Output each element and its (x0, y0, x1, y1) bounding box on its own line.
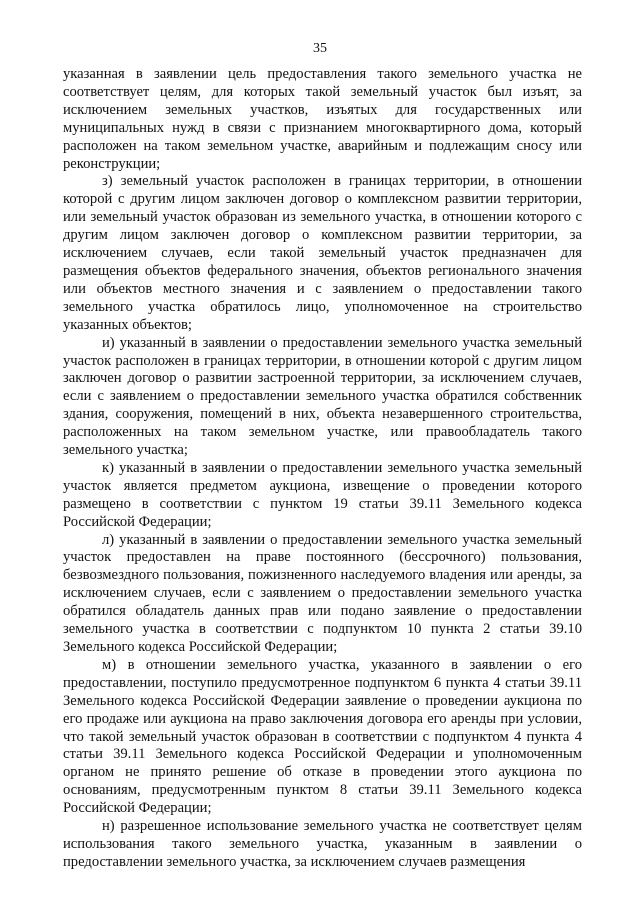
paragraph-item-k: к) указанный в заявлении о предоставлении земельного участка земельный участок является предметом аукциона, извещение о проведении которого размещено в соответствии с пунктом 19 статьи 39.11 Земельного кодекса Российской Федерации; (63, 459, 582, 530)
paragraph-item-z: з) земельный участок расположен в границах территории, в отношении которой с другим лицом заключен договор о комплексном развитии территории, или земельный участок образован из земельного участка, в отношении которого с другим лицом заключен договор о комплексном развитии территории, за исключением случаев, если такой земельный участок предназначен для размещения объектов федерального значения, объектов регионального значения или объектов местного значения и с заявлением о предоставлении такого земельного участка обратилось лицо, уполномоченное на строительство указанных объектов; (63, 173, 582, 333)
paragraph-item-n: н) разрешенное использование земельного участка не соответствует целям использования такого земельного участка, указанным в заявлении о предоставлении земельного участка, за исключением случаев размещения (63, 818, 582, 870)
paragraph-continuation: указанная в заявлении цель предоставления такого земельного участка не соответствует целям, для которых такой земельный участок был изъят, за исключением земельных участков, изъятых для государственных или муниципальных нужд в связи с признанием многоквартирного дома, который расположен на таком земельном участке, аварийным и подлежащим сносу или реконструкции; (63, 66, 582, 172)
paragraph-item-l: л) указанный в заявлении о предоставлении земельного участка земельный участок предоставлен на праве постоянного (бессрочного) пользования, безвозмездного пользования, пожизненного наследуемого владения или аренды, за исключением случаев, если с заявлением о предоставлении земельного участка обратился обладатель данных прав или подано заявление о предоставлении земельного участка в соответствии с подпунктом 10 пункта 2 статьи 39.10 Земельного кодекса Российской Федерации; (63, 531, 582, 655)
page-number: 35 (313, 41, 327, 56)
paragraph-item-m: м) в отношении земельного участка, указанного в заявлении о его предоставлении, поступило предусмотренное подпунктом 6 пункта 4 статьи 39.11 Земельного кодекса Российской Федерации заявление о проведении аукциона по его продаже или аукциона на право заключения договора его аренды при условии, что такой земельный участок образован в соответствии с подпунктом 4 пункта 4 статьи 39.11 Земельного кодекса Российской Федерации и уполномоченным органом не принято решение об отказе в проведении этого аукциона по основаниям, предусмотренным пунктом 8 статьи 39.11 Земельного кодекса Российской Федерации; (63, 656, 582, 817)
document-body (63, 66, 582, 872)
paragraph-item-i: и) указанный в заявлении о предоставлении земельного участка земельный участок расположен в границах территории, в отношении которой с другим лицом заключен договор о развитии застроенной территории, за исключением случаев, если с заявлением о предоставлении земельного участка обратился собственник здания, сооружения, помещений в них, объекта незавершенного строительства, расположенных на таком земельном участке, или правообладатель такого земельного участка; (63, 334, 582, 459)
